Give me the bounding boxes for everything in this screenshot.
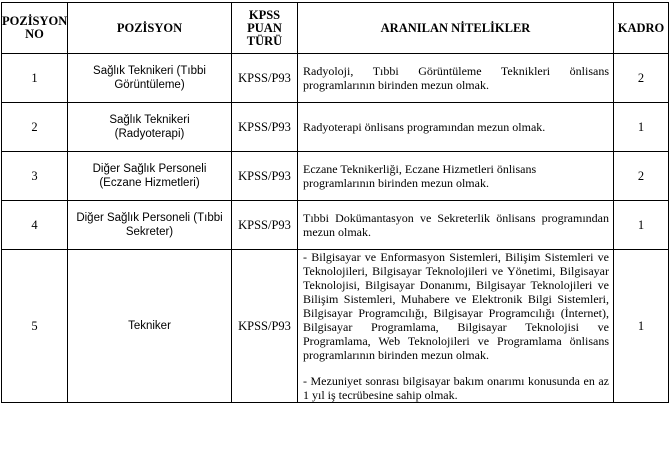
kpss-cell: KPSS/P93 (232, 152, 298, 201)
requirements-paragraph: - Mezuniyet sonrası bilgisayar bakım onarımı konusunda en az 1 yıl iş tecrübesine sahip olmak. (303, 374, 609, 402)
table-row (2, 54, 669, 103)
table-row (2, 250, 669, 403)
header-kpss-score-type: KPSS PUAN TÜRÜ (232, 3, 298, 54)
kadro-cell: 2 (614, 152, 669, 201)
kpss-cell: KPSS/P93 (232, 201, 298, 250)
position-cell: Tekniker (68, 250, 232, 403)
requirements-cell: Eczane Teknikerliği, Eczane Hizmetleri önlisans programlarının birinden mezun olmak. (298, 152, 614, 201)
position-no-cell: 3 (2, 152, 68, 201)
table-row (2, 103, 669, 152)
kadro-cell: 1 (614, 201, 669, 250)
position-cell: Sağlık Teknikeri (Tıbbi Görüntüleme) (68, 54, 232, 103)
kpss-cell: KPSS/P93 (232, 250, 298, 403)
kadro-cell: 1 (614, 103, 669, 152)
position-cell: Diğer Sağlık Personeli (Eczane Hizmetleri) (68, 152, 232, 201)
position-no-cell: 1 (2, 54, 68, 103)
header-requirements: ARANILAN NİTELİKLER (298, 3, 614, 54)
kpss-cell: KPSS/P93 (232, 103, 298, 152)
table-row (2, 201, 669, 250)
requirements-cell (298, 250, 614, 403)
requirements-cell: Tıbbi Dokümantasyon ve Sekreterlik önlisans programından mezun olmak. (298, 201, 614, 250)
position-cell: Diğer Sağlık Personeli (Tıbbi Sekreter) (68, 201, 232, 250)
kpss-cell: KPSS/P93 (232, 54, 298, 103)
requirements-paragraph: - Bilgisayar ve Enformasyon Sistemleri, Bilişim Sistemleri ve Teknolojileri, Bilgisayar Teknolojileri ve Yönetimi, Bilgisayar Teknolojisi, Bilgisayar Donanımı, Bilgisayar Teknolojileri ve Bilişim Sistemleri, Muhabere ve Elektronik Bilgi Sistemleri, Bilgisayar Programcılığı, Bilgisayar Programcılığı (İnternet), Bilgisayar Programlama, Bilgisayar Teknolojisi ve Programlama, Web Teknolojileri ve Programlama önlisans programlarının birinden mezun olmak. (303, 250, 609, 362)
header-position: POZİSYON (68, 3, 232, 54)
header-row (2, 3, 669, 54)
kadro-cell: 1 (614, 250, 669, 403)
position-no-cell: 2 (2, 103, 68, 152)
position-no-cell: 5 (2, 250, 68, 403)
header-position-no: POZİSYON NO (2, 3, 68, 54)
table-row (2, 152, 669, 201)
position-no-cell: 4 (2, 201, 68, 250)
requirements-cell: Radyoloji, Tıbbi Görüntüleme Teknikleri önlisans programlarının birinden mezun olmak. (298, 54, 614, 103)
position-cell: Sağlık Teknikeri (Radyoterapi) (68, 103, 232, 152)
positions-table (1, 2, 669, 403)
requirements-cell: Radyoterapi önlisans programından mezun olmak. (298, 103, 614, 152)
kadro-cell: 2 (614, 54, 669, 103)
header-kadro: KADRO (614, 3, 669, 54)
